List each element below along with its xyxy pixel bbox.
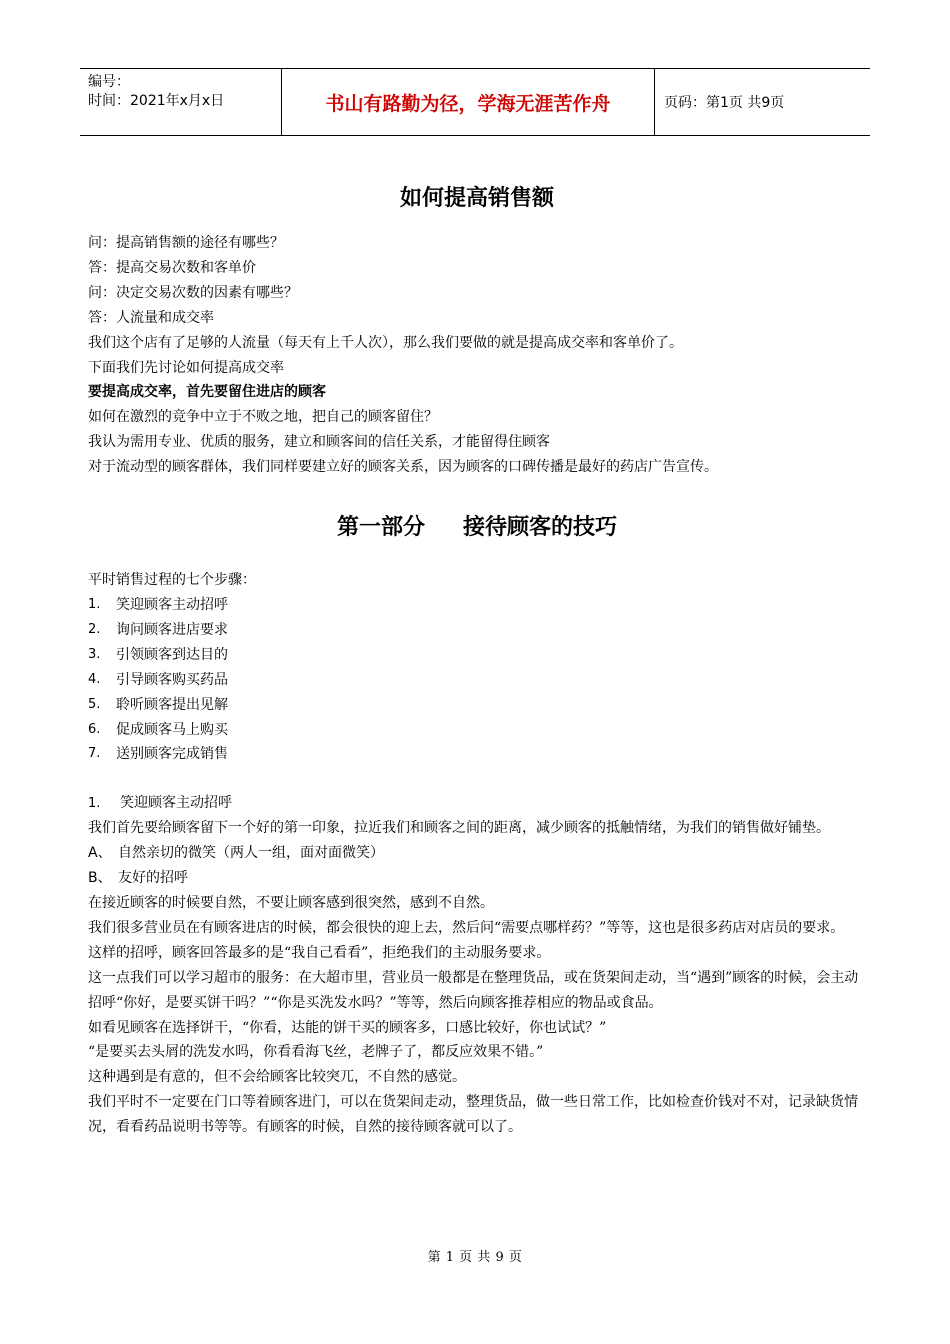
intro-line: 如何在激烈的竞争中立于不败之地，把自己的顾客留住？ [88, 409, 438, 426]
document-body [88, 183, 866, 1140]
paragraph: 如看见顾客在选择饼干，“你看，达能的饼干买的顾客多，口感比较好，你也试试？” [88, 1019, 607, 1036]
list-item: 7. 送别顾客完成销售 [88, 746, 228, 763]
point-b: B、 友好的招呼 [88, 870, 188, 887]
list-item: 4. 引导顾客购买药品 [88, 671, 228, 688]
intro-line: 下面我们先讨论如何提高成交率 [88, 359, 284, 376]
paragraph: 这种遇到是有意的，但不会给顾客比较突兀，不自然的感觉。 [88, 1069, 466, 1086]
list-item: 2. 询问顾客进店要求 [88, 621, 228, 638]
steps-intro: 平时销售过程的七个步骤： [88, 572, 256, 589]
list-item: 6. 促成顾客马上购买 [88, 721, 228, 738]
list-item: 5. 聆听顾客提出见解 [88, 696, 228, 713]
paragraph: 这一点我们可以学习超市的服务：在大超市里，营业员一般都是在整理货品，或在货架间走动，当“遇到”顾客的时候，会主动招呼“你好，是要买饼干吗？”“你是买洗发水吗？”等等，然后向顾客推荐相应的物品或食品。 [88, 969, 859, 1011]
steps-list [88, 593, 866, 767]
header-motto: 书山有路勤为径，学海无涯苦作舟 [282, 69, 655, 135]
intro-line: 我们这个店有了足够的人流量（每天有上千人次），那么我们要做的就是提高成交率和客单价了。 [88, 334, 683, 351]
list-item: 3. 引领顾客到达目的 [88, 646, 228, 663]
intro-line: 问：决定交易次数的因素有哪些？ [88, 284, 298, 301]
header-meta [80, 69, 282, 135]
section-part: 第一部分 [336, 514, 425, 541]
paragraph: 在接近顾客的时候要自然，不要让顾客感到很突然，感到不自然。 [88, 895, 494, 912]
header-time: 时间：2021年x月x日 [88, 93, 225, 109]
intro-line: 答：提高交易次数和客单价 [88, 259, 256, 276]
list-item: 1. 笑迎顾客主动招呼 [88, 596, 228, 613]
paragraph: 我们很多营业员在有顾客进店的时候，都会很快的迎上去，然后问“需要点哪样药？”等等，这也是很多药店对店员的要求。 [88, 919, 845, 936]
paragraph: 我们首先要给顾客留下一个好的第一印象，拉近我们和顾客之间的距离，减少顾客的抵触情绪，为我们的销售做好铺垫。 [88, 820, 830, 837]
intro-line: 问：提高销售额的途径有哪些？ [88, 235, 284, 251]
page-title: 如何提高销售额 [399, 185, 554, 211]
header-page-info: 页码：第1页 共9页 [664, 95, 785, 111]
paragraph: 我们平时不一定要在门口等着顾客进门，可以在货架间走动，整理货品，做一些日常工作，比如检查价钱对不对，记录缺货情况，看看药品说明书等等。有顾客的时候，自然的接待顾客就可以了。 [88, 1094, 858, 1136]
section-heading [88, 512, 866, 558]
header-number: 编号： [88, 74, 130, 90]
paragraph: “是要买去头屑的洗发水吗，你看看海飞丝，老牌子了，都反应效果不错。” [88, 1044, 544, 1061]
page-footer: 第 1 页 共 9 页 [427, 1250, 523, 1265]
intro-line: 答：人流量和成交率 [88, 309, 214, 326]
point-a: A、 自然亲切的微笑（两人一组，面对面微笑） [88, 845, 384, 862]
section-name: 接待顾客的技巧 [463, 514, 618, 541]
intro-line: 对于流动型的顾客群体，我们同样要建立好的顾客关系，因为顾客的口碑传播是最好的药店广告宣传。 [88, 459, 718, 476]
subsection-heading: 1. 笑迎顾客主动招呼 [88, 795, 232, 812]
intro-line: 我认为需用专业、优质的服务，建立和顾客间的信任关系，才能留得住顾客 [88, 434, 550, 451]
document-header [80, 68, 870, 136]
key-point: 要提高成交率，首先要留住进店的顾客 [88, 384, 326, 401]
paragraph: 这样的招呼，顾客回答最多的是“我自己看看”，拒绝我们的主动服务要求。 [88, 944, 551, 961]
